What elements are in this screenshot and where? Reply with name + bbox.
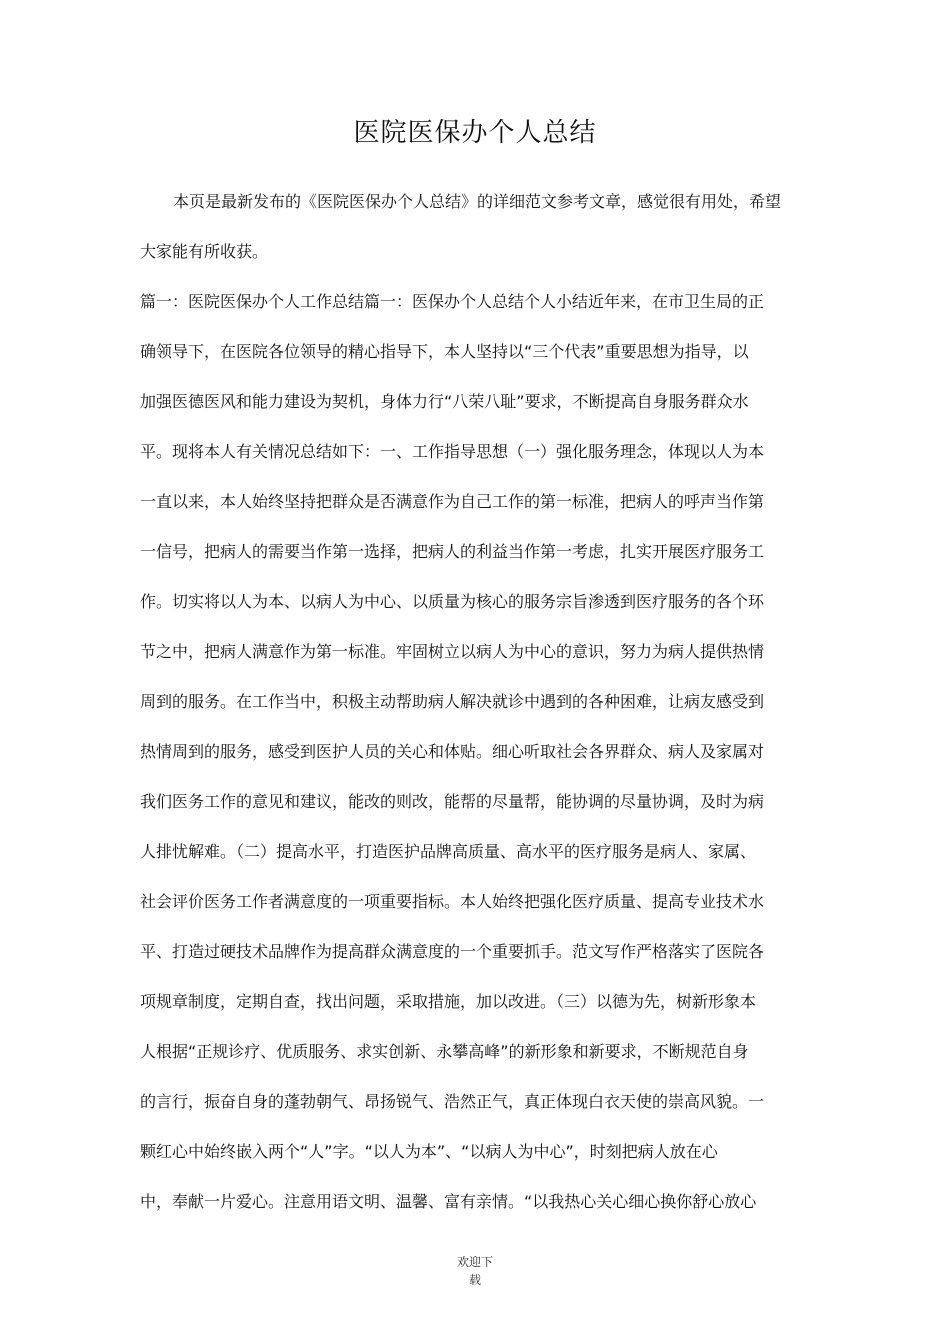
body-line: 社会评价医务工作者满意度的一项重要指标。本人始终把强化医疗质量、提高专业技术水 [140,892,765,911]
body-line: 作。切实将以人为本、以病人为中心、以质量为核心的服务宗旨渗透到医疗服务的各个环 [140,592,765,611]
body-line: 加强医德医风和能力建设为契机，身体力行“八荣八耻”要求，不断提高自身服务群众水 [140,392,749,411]
document-title: 医院医保办个人总结 [353,118,597,148]
body-line: 确领导下，在医院各位领导的精心指导下，本人坚持以“三个代表”重要思想为指导，以 [140,342,749,361]
body-line: 人根据“正规诊疗、优质服务、求实创新、永攀高峰”的新形象和新要求，不断规范自身 [140,1042,749,1061]
body-line: 一直以来，本人始终坚持把群众是否满意作为自己工作的第一标准，把病人的呼声当作第 [140,492,765,511]
body-line: 我们医务工作的意见和建议，能改的则改，能帮的尽量帮，能协调的尽量协调，及时为病 [140,792,765,811]
body-line: 颗红心中始终嵌入两个“人”字。“以人为本”、“以病人为中心”，时刻把病人放在心 [140,1142,718,1161]
page-footer [0,1253,950,1289]
footer-line-2: 载 [468,1273,481,1287]
body-line: 大家能有所收获。 [140,242,269,261]
body-line: 本页是最新发布的《医院医保办个人总结》的详细范文参考文章，感觉很有用处，希望 [173,192,782,211]
body-line: 节之中，把病人满意作为第一标准。牢固树立以病人为中心的意识，努力为病人提供热情 [140,642,765,661]
body-line: 一信号，把病人的需要当作第一选择，把病人的利益当作第一考虑，扎实开展医疗服务工 [140,542,765,561]
body-line: 中，奉献一片爱心。注意用语文明、温馨、富有亲情。“以我热心关心细心换你舒心放心 [140,1192,757,1211]
body-line: 平。现将本人有关情况总结如下：一、工作指导思想（一）强化服务理念，体现以人为本 [140,442,765,461]
body-line: 项规章制度，定期自查，找出问题，采取措施，加以改进。（三）以德为先，树新形象本 [140,992,757,1011]
footer-line-1: 欢迎下 [456,1255,493,1269]
body-line: 热情周到的服务，感受到医护人员的关心和体贴。细心听取社会各界群众、病人及家属对 [140,742,765,761]
body-line: 周到的服务。在工作当中，积极主动帮助病人解决就诊中遇到的各种困难，让病友感受到 [140,692,765,711]
body-line: 篇一：医院医保办个人工作总结篇一：医保办个人总结个人小结近年来，在市卫生局的正 [140,292,765,311]
document-body [140,177,808,1227]
body-line: 的言行，振奋自身的蓬勃朝气、昂扬锐气、浩然正气，真正体现白衣天使的崇高风貌。一 [140,1092,765,1111]
body-line: 人排忧解难。（二）提高水平，打造医护品牌高质量、高水平的医疗服务是病人、家属、 [140,842,757,861]
body-line: 平、打造过硬技术品牌作为提高群众满意度的一个重要抓手。范文写作严格落实了医院各 [140,942,765,961]
